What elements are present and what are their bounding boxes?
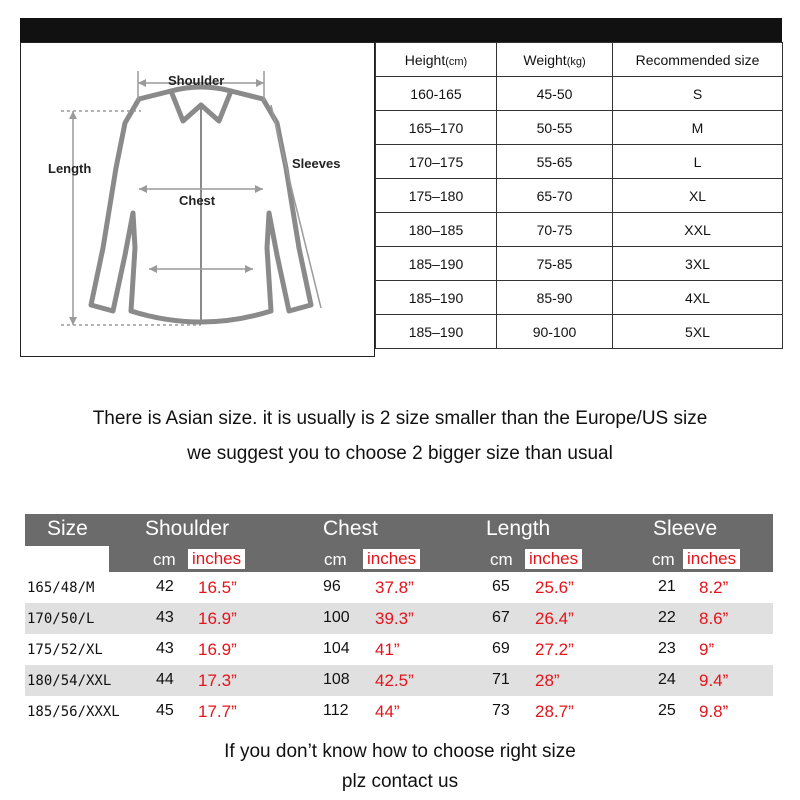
height-cell: 185–190 — [376, 247, 497, 281]
chest-cm-cell: 108 — [323, 671, 350, 688]
size-label-cell: 165/48/M — [27, 580, 95, 596]
help-text: If you don’t know how to choose right size — [224, 741, 576, 762]
recommended-size-header: Recommended size — [613, 43, 783, 77]
sleeve-inches-cell: 8.2” — [699, 578, 729, 597]
length-cm-cell: 71 — [492, 671, 510, 688]
size-table-row — [376, 145, 783, 179]
shoulder-inches-cell: 16.9” — [198, 609, 237, 628]
weight-cell: 55-65 — [497, 145, 613, 179]
measurement-table-header — [25, 514, 773, 546]
shoulder-column-header: Shoulder — [145, 517, 230, 540]
size-label-cell: 180/54/XXL — [27, 673, 112, 689]
sleeve-inches-cell: 9.4” — [699, 671, 729, 690]
chest-cm-cell: 104 — [323, 640, 350, 657]
weight-cell: 65-70 — [497, 179, 613, 213]
length-inches-cell: 25.6” — [535, 578, 574, 597]
shoulder-inches-cell: 16.5” — [198, 578, 237, 597]
size-column-header: Size — [47, 517, 88, 540]
size-table-row — [376, 179, 783, 213]
height-cell: 165–170 — [376, 111, 497, 145]
chest-inches-cell: 42.5” — [375, 671, 414, 690]
height-cell: 180–185 — [376, 213, 497, 247]
shirt-measurement-diagram — [20, 42, 375, 357]
size-cell: XL — [613, 179, 783, 213]
size-label-cell: 170/50/L — [27, 611, 95, 627]
length-cm-unit: cm — [490, 550, 513, 569]
shoulder-label: Shoulder — [168, 73, 225, 88]
length-inches-cell: 28” — [535, 671, 560, 690]
size-table-row — [376, 281, 783, 315]
chest-cm-cell: 96 — [323, 578, 341, 595]
sleeves-label: Sleeves — [292, 156, 341, 171]
chest-column-header: Chest — [323, 517, 378, 540]
weight-cell: 50-55 — [497, 111, 613, 145]
weight-cell: 70-75 — [497, 213, 613, 247]
height-header: Height(cm) — [376, 43, 497, 77]
asian-size-note: There is Asian size. it is usually is 2 size smaller than the Europe/US size — [92, 408, 708, 429]
chest-label: Chest — [179, 193, 216, 208]
shoulder-cm-cell: 45 — [156, 702, 174, 719]
shoulder-cm-cell: 44 — [156, 671, 174, 688]
measurement-row — [25, 634, 773, 665]
length-label: Length — [48, 161, 92, 176]
length-inches-cell: 26.4” — [535, 609, 574, 628]
measurement-row — [25, 603, 773, 634]
sleeve-cm-cell: 22 — [658, 609, 676, 626]
height-cell: 170–175 — [376, 145, 497, 179]
chest-cm-cell: 112 — [323, 702, 349, 719]
shoulder-inches-unit: inches — [188, 549, 245, 569]
length-inches-cell: 27.2” — [535, 640, 574, 659]
size-table-row — [376, 77, 783, 111]
size-table-row — [376, 247, 783, 281]
size-table-row — [376, 111, 783, 145]
shoulder-inches-cell: 17.7” — [198, 702, 237, 721]
shoulder-cm-cell: 42 — [156, 578, 174, 595]
chest-cm-cell: 100 — [323, 609, 350, 626]
sleeve-inches-cell: 9” — [699, 640, 715, 659]
sleeve-inches-cell: 9.8” — [699, 702, 729, 721]
recommended-size-table — [375, 42, 783, 349]
chest-inches-cell: 41” — [375, 640, 400, 659]
size-cell: S — [613, 77, 783, 111]
weight-header: Weight(kg) — [497, 43, 613, 77]
weight-cell: 90-100 — [497, 315, 613, 349]
length-inches-cell: 28.7” — [535, 702, 574, 721]
sleeve-inches-cell: 8.6” — [699, 609, 729, 628]
sleeve-cm-cell: 21 — [658, 578, 676, 595]
size-cell: L — [613, 145, 783, 179]
measurement-row — [25, 696, 773, 727]
shoulder-inches-cell: 17.3” — [198, 671, 237, 690]
measurement-units-row — [25, 546, 773, 572]
size-cell: M — [613, 111, 783, 145]
size-label-cell: 185/56/XXXL — [27, 704, 120, 720]
shoulder-inches-cell: 16.9” — [198, 640, 237, 659]
top-black-bar — [20, 18, 782, 42]
suggestion-note: we suggest you to choose 2 bigger size than usual — [187, 443, 613, 464]
shoulder-cm-cell: 43 — [156, 609, 174, 626]
length-cm-cell: 65 — [492, 578, 510, 595]
length-cm-cell: 67 — [492, 609, 510, 626]
shoulder-cm-cell: 43 — [156, 640, 174, 657]
height-cell: 175–180 — [376, 179, 497, 213]
size-table-header — [376, 43, 783, 77]
sleeve-inches-unit: inches — [683, 549, 740, 569]
weight-cell: 85-90 — [497, 281, 613, 315]
units-row-blank — [25, 546, 109, 572]
length-cm-cell: 69 — [492, 640, 510, 657]
contact-text: plz contact us — [341, 771, 459, 792]
sleeve-cm-cell: 23 — [658, 640, 676, 657]
size-cell: XXL — [613, 213, 783, 247]
chest-cm-unit: cm — [324, 550, 347, 569]
length-column-header: Length — [486, 517, 551, 540]
sleeve-cm-unit: cm — [652, 550, 675, 569]
sleeve-cm-cell: 24 — [658, 671, 676, 688]
measurement-table — [25, 514, 773, 727]
weight-cell: 75-85 — [497, 247, 613, 281]
sleeve-cm-cell: 25 — [658, 702, 676, 719]
size-table-row — [376, 213, 783, 247]
height-cell: 160-165 — [376, 77, 497, 111]
shoulder-cm-unit: cm — [153, 550, 176, 569]
height-cell: 185–190 — [376, 315, 497, 349]
sleeve-column-header: Sleeve — [653, 517, 718, 540]
measurement-row — [25, 572, 773, 603]
chest-inches-cell: 39.3” — [375, 609, 414, 628]
length-cm-cell: 73 — [492, 702, 510, 719]
size-table-row — [376, 315, 783, 349]
size-cell: 4XL — [613, 281, 783, 315]
size-cell: 3XL — [613, 247, 783, 281]
chest-inches-cell: 37.8” — [375, 578, 414, 597]
size-label-cell: 175/52/XL — [27, 642, 103, 658]
size-cell: 5XL — [613, 315, 783, 349]
chest-inches-cell: 44” — [375, 702, 400, 721]
weight-cell: 45-50 — [497, 77, 613, 111]
measurement-row — [25, 665, 773, 696]
length-inches-unit: inches — [525, 549, 582, 569]
height-cell: 185–190 — [376, 281, 497, 315]
chest-inches-unit: inches — [363, 549, 420, 569]
